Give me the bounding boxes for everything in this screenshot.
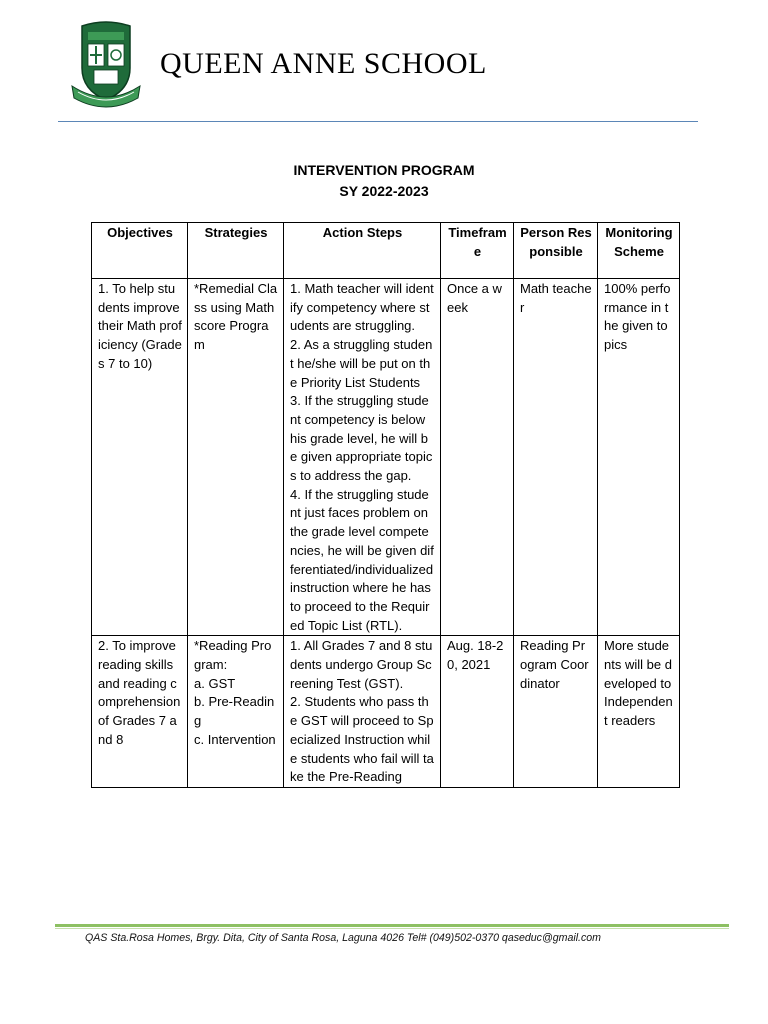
column-header-strategies: Strategies bbox=[188, 223, 284, 279]
cell-action-steps bbox=[284, 279, 441, 636]
cell-strategies bbox=[188, 636, 284, 788]
table-row bbox=[92, 279, 680, 636]
column-header-person-responsible: Person Responsible bbox=[514, 223, 598, 279]
school-crest-logo bbox=[68, 20, 144, 112]
intervention-table bbox=[91, 222, 680, 788]
cell-objectives: 2. To improve reading skills and reading comprehension of Grades 7 and 8 bbox=[92, 636, 188, 788]
footer-divider-light bbox=[55, 928, 729, 929]
cell-timeframe: Aug. 18-20, 2021 bbox=[441, 636, 514, 788]
strategy-line: *Reading Program: bbox=[194, 638, 272, 673]
action-step: 1. All Grades 7 and 8 students undergo Group Screening Test (GST). bbox=[290, 638, 433, 691]
table-header-row bbox=[92, 223, 680, 279]
cell-objectives: 1. To help students improve their Math proficiency (Grades 7 to 10) bbox=[92, 279, 188, 636]
cell-action-steps bbox=[284, 636, 441, 788]
action-step: 2. Students who pass the GST will proceed to Specialized Instruction while students who fail will take the Pre-Reading bbox=[290, 694, 434, 785]
header-divider bbox=[58, 121, 698, 122]
strategy-line: a. GST bbox=[194, 675, 236, 691]
document-title: INTERVENTION PROGRAM bbox=[293, 162, 475, 178]
column-header-action-steps: Action Steps bbox=[284, 223, 441, 279]
footer-address: QAS Sta.Rosa Homes, Brgy. Dita, City of Santa Rosa, Laguna 4026 Tel# (049)502-0370 qaseduc@gmail.com bbox=[85, 932, 601, 944]
school-year: SY 2022-2023 bbox=[339, 183, 429, 199]
action-step: 3. If the struggling student competency is below his grade level, he will be given appropriate topics to address the gap. bbox=[290, 393, 433, 484]
column-header-timeframe: Timeframe bbox=[441, 223, 514, 279]
footer-divider bbox=[55, 924, 729, 927]
cell-timeframe: Once a week bbox=[441, 279, 514, 636]
strategy-line: c. Intervention bbox=[194, 731, 276, 747]
column-header-objectives: Objectives bbox=[92, 223, 188, 279]
action-step: 1. Math teacher will identify competency where students are struggling. bbox=[290, 281, 434, 334]
school-name: QUEEN ANNE SCHOOL bbox=[160, 47, 487, 80]
cell-monitoring-scheme: More students will be developed to Independent readers bbox=[598, 636, 680, 788]
cell-strategies: *Remedial Class using Mathscore Program bbox=[188, 279, 284, 636]
cell-person-responsible: Math teacher bbox=[514, 279, 598, 636]
action-step: 2. As a struggling student he/she will be put on the Priority List Students bbox=[290, 337, 433, 390]
column-header-monitoring-scheme: Monitoring Scheme bbox=[598, 223, 680, 279]
table-row bbox=[92, 636, 680, 788]
cell-monitoring-scheme: 100% performance in the given topics bbox=[598, 279, 680, 636]
action-step: 4. If the struggling student just faces problem on the grade level competencies, he will be given differentiated/individualized instruction where he has to proceed to the Required Topic List (RTL). bbox=[290, 486, 434, 633]
cell-person-responsible: Reading Program Coordinator bbox=[514, 636, 598, 788]
strategy-line: b. Pre-Reading bbox=[194, 694, 275, 729]
